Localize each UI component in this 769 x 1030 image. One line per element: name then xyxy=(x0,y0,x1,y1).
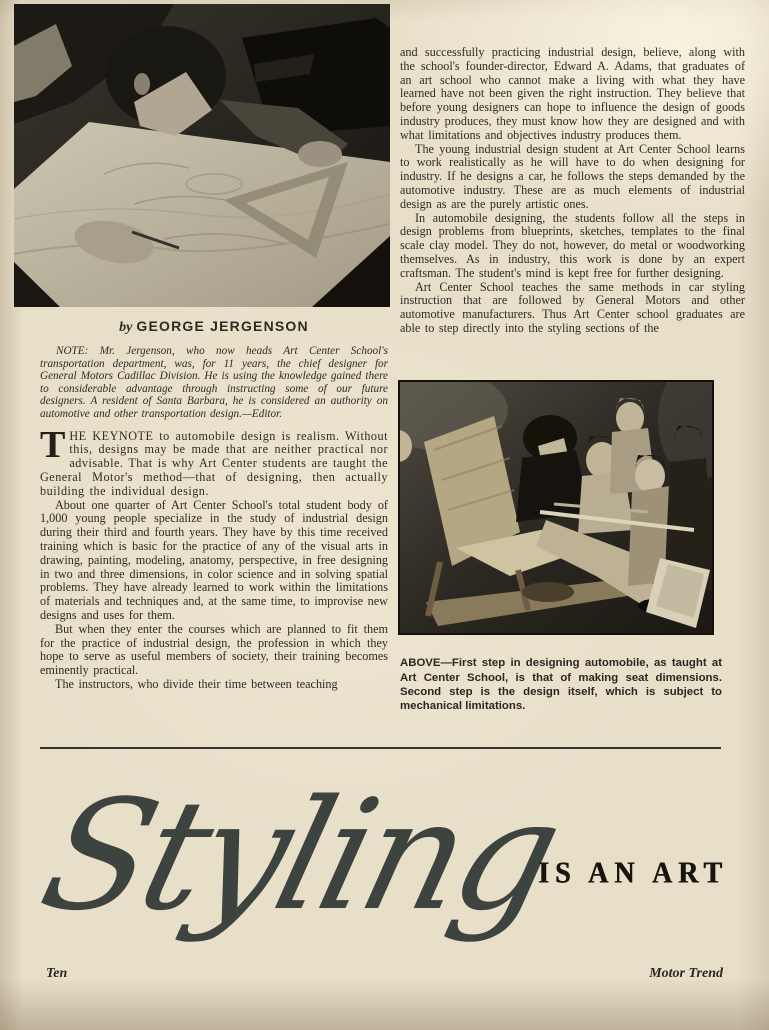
drop-cap: T xyxy=(40,423,66,466)
paragraph: But when they enter the courses which are planned to fit them for the practice of industrial design, the profession in which they hope to serve as useful members of society, their training becomes eminently practical. xyxy=(40,621,388,678)
paragraph-text: HE KEYNOTE to automobile design is realism. Without this, designs may be made that are neither practical nor advisable. That is why Art Center students are taught the General Motor's method—that of designing, then actually building the individual design. xyxy=(40,428,388,498)
photo-caption: ABOVE—First step in designing automobile, as taught at Art Center School, is that of making seat dimensions. Second step is the design itself, which is subject to mechanical limitations. xyxy=(400,657,722,712)
footer-magazine-title: Motor Trend xyxy=(649,966,723,981)
footer-page-number: Ten xyxy=(46,966,68,981)
paragraph: The instructors, who divide their time between teaching xyxy=(55,676,338,691)
drafting-table-photo xyxy=(14,4,390,307)
byline-author: GEORGE JERGENSON xyxy=(136,318,309,334)
paragraph: The young industrial design student at Art Center School learns to work realistically as he will have to do when designing for industry. If he designs a car, he follows the steps demanded by the automotive industry. These are as much elements of industrial design as are the purely artistic ones. xyxy=(400,141,745,211)
paragraph: In automobile designing, the students follow all the steps in design problems from blueprints, sketches, templates to the final scale clay model. They do not, however, do metal or woodworking themselves. As in industry, this work is done by an expert craftsman. The student's mind is kept free for further designing. xyxy=(400,210,745,280)
paragraph: About one quarter of Art Center School's total student body of 1,000 young people specialize in the study of industrial design during their third and fourth years. They have by this time received training which is basic for the practice of any of the visual arts in drawing, painting, modeling, anatomy, perspective, in free designing in two and three dimensions, in color science and in solving spatial problems. They have already learned to work within the limitations of materials and techniques and, at the same time, to improvise new designs and uses for them. xyxy=(40,497,388,622)
editor-note: NOTE: Mr. Jergenson, who now heads Art Center School's transportation department, was, for 11 years, the chief designer for General Motors Cadillac Division. He is using the knowledge gained there to considerable advantage through instructing some of our future designers. A resident of Santa Barbara, he is considered an authority on automotive and other transportation design.—Editor. xyxy=(40,345,388,420)
headline-script: Styling xyxy=(26,767,573,944)
section-divider xyxy=(40,747,721,749)
seat-mockup-photo xyxy=(398,380,714,635)
byline xyxy=(40,318,388,336)
right-column xyxy=(400,46,745,336)
paragraph: Art Center School teaches the same methods in car styling instruction that are followed by General Motors and other automotive manufacturers. Thus Art Center school graduates are able to step directly into the styling sections of the xyxy=(400,279,745,335)
left-column xyxy=(40,318,388,692)
paragraph: and successfully practicing industrial design, believe, along with the school's founder-director, Edward A. Adams, that graduates of an art school who cannot make a living with what they have learned have not been given the right instruction. They believe that before young designers can hope to influence the design of goods industry produces, they must know how they are designed and with what limitations and objectives industry produces them. xyxy=(400,45,745,142)
byline-prefix: by xyxy=(119,320,133,335)
headline-suffix: IS AN ART xyxy=(538,856,728,891)
paragraph xyxy=(40,423,388,499)
